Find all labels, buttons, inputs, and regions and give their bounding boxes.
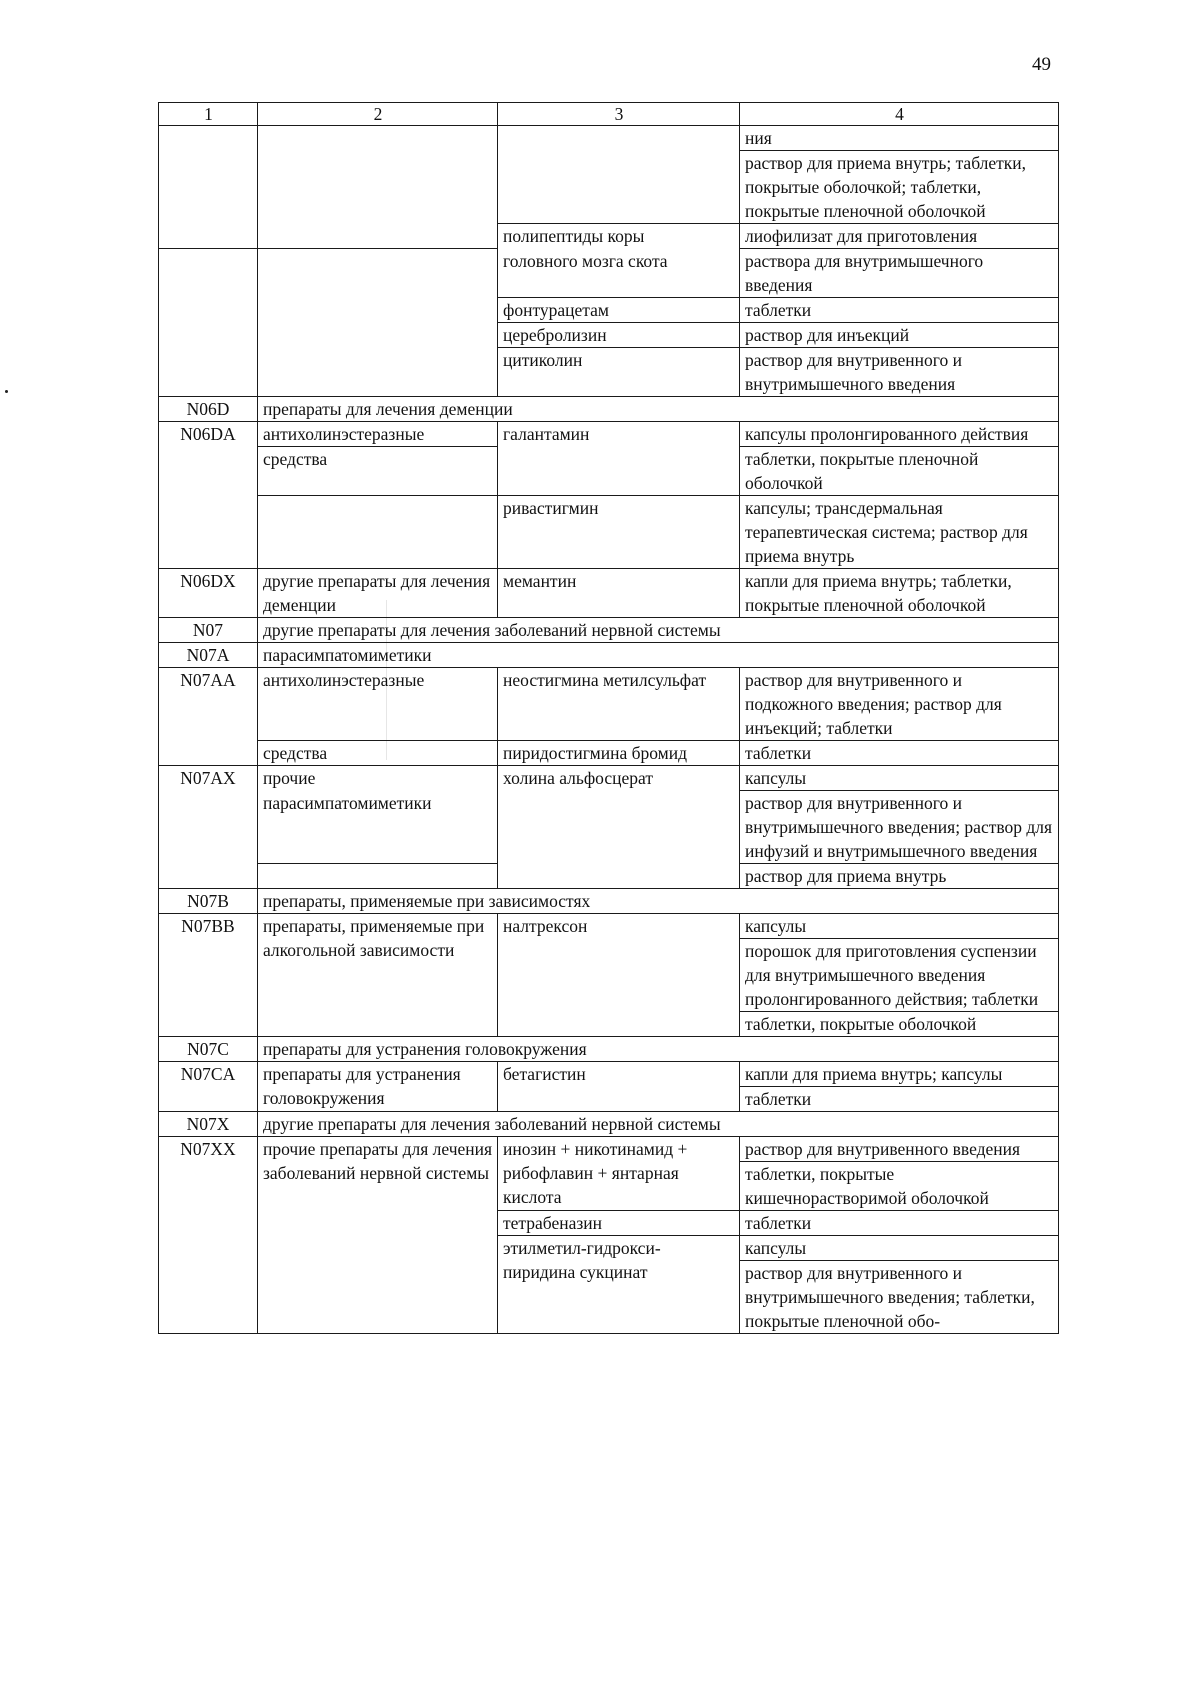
group-name-cell: средства (258, 741, 498, 766)
drug-name-cell: галантамин (498, 422, 740, 496)
dosage-form-cell: раствор для внутривенного и внутримышечного введения; раствор для инфузий и внутримышечного введения (740, 791, 1059, 864)
drug-name-cell: церебролизин (498, 323, 740, 348)
dosage-form-cell: раствор для внутривенного и внутримышечного введения (740, 348, 1059, 397)
group-name-cell: препараты, применяемые при алкогольной зависимости (258, 914, 498, 1037)
dosage-form-cell: таблетки, покрытые пленочной оболочкой (740, 447, 1059, 496)
group-name-cell: антихолинэстеразные (258, 668, 498, 741)
atc-code-cell: N07AA (159, 668, 258, 766)
dosage-form-cell: раствор для инъекций (740, 323, 1059, 348)
atc-code-cell: N07B (159, 889, 258, 914)
group-name-cell: другие препараты для лечения заболеваний нервной системы (258, 1112, 1059, 1137)
group-name-cell (258, 126, 498, 249)
dosage-form-cell: таблетки (740, 1087, 1059, 1112)
drug-name-cell: холина альфосцерат (498, 766, 740, 889)
dosage-form-cell: капсулы пролонгированного действия (740, 422, 1059, 447)
header-col-1: 1 (159, 103, 258, 126)
dosage-form-cell: раствор для приема внутрь; таблетки, покрытые оболочкой; таблетки, покрытые пленочной оболочкой (740, 151, 1059, 224)
atc-code-cell: N07C (159, 1037, 258, 1062)
group-name-cell (258, 249, 498, 397)
table-row (159, 1062, 1059, 1087)
dosage-form-cell: раствора для внутримышечного введения (740, 249, 1059, 298)
drug-name-cell: цитиколин (498, 348, 740, 397)
table-row (159, 741, 1059, 766)
drug-name-cell: бетагистин (498, 1062, 740, 1112)
dosage-form-cell: таблетки (740, 1211, 1059, 1236)
header-col-3: 3 (498, 103, 740, 126)
header-col-4: 4 (740, 103, 1059, 126)
table-row (159, 569, 1059, 618)
group-name-cell: препараты для лечения деменции (258, 397, 1059, 422)
dosage-form-cell: капли для приема внутрь; таблетки, покрытые пленочной оболочкой (740, 569, 1059, 618)
dosage-form-cell: капсулы (740, 914, 1059, 939)
group-name-cell: другие препараты для лечения заболеваний нервной системы (258, 618, 1059, 643)
table-row (159, 126, 1059, 151)
scan-artifact-dot (5, 390, 8, 393)
atc-code-cell: N07BB (159, 914, 258, 1037)
drug-name-cell: неостигмина метилсульфат (498, 668, 740, 741)
group-name-cell: прочие (258, 766, 498, 791)
atc-code-cell (159, 249, 258, 397)
drug-name-cell: головного мозга скота (498, 249, 740, 298)
dosage-form-cell: раствор для внутривенного введения (740, 1137, 1059, 1162)
dosage-form-cell: порошок для приготовления суспензии для внутримышечного введения пролонгированного действия; таблетки (740, 939, 1059, 1012)
group-name-cell: парасимпатомиметики (258, 643, 1059, 668)
table-row (159, 249, 1059, 298)
atc-code-cell: N07CA (159, 1062, 258, 1112)
group-name-cell: парасимпатомиметики (258, 791, 498, 864)
drug-name-cell: мемантин (498, 569, 740, 618)
drug-name-cell: налтрексон (498, 914, 740, 1037)
drug-name-cell: пиридостигмина бромид (498, 741, 740, 766)
atc-code-cell: N07AX (159, 766, 258, 889)
table-row (159, 422, 1059, 447)
drug-name-cell: инозин + никотинамид + рибофлавин + янтарная кислота (498, 1137, 740, 1211)
dosage-form-cell: капли для приема внутрь; капсулы (740, 1062, 1059, 1087)
header-col-2: 2 (258, 103, 498, 126)
group-name-cell: антихолинэстеразные (258, 422, 498, 447)
dosage-form-cell: капсулы; трансдермальная терапевтическая система; раствор для приема внутрь (740, 496, 1059, 569)
drug-name-cell: ривастигмин (498, 496, 740, 569)
atc-code-cell: N07XX (159, 1137, 258, 1334)
group-name-cell (258, 864, 498, 889)
dosage-form-cell: раствор для приема внутрь (740, 864, 1059, 889)
table-row (159, 496, 1059, 569)
dosage-form-cell: лиофилизат для приготовления (740, 224, 1059, 249)
dosage-form-cell: капсулы (740, 766, 1059, 791)
group-name-cell: другие препараты для лечения деменции (258, 569, 498, 618)
group-name-cell: средства (258, 447, 498, 496)
dosage-form-cell: раствор для внутривенного и внутримышечного введения; таблетки, покрытые пленочной обо- (740, 1261, 1059, 1334)
table-row (159, 1037, 1059, 1062)
page-number: 49 (1032, 54, 1051, 75)
group-name-cell: препараты для устранения головокружения (258, 1037, 1059, 1062)
group-name-cell: препараты, применяемые при зависимостях (258, 889, 1059, 914)
drug-name-cell: фонтурацетам (498, 298, 740, 323)
drug-name-cell: полипептиды коры (498, 224, 740, 249)
table-row (159, 397, 1059, 422)
dosage-form-cell: таблетки, покрытые оболочкой (740, 1012, 1059, 1037)
table-row (159, 643, 1059, 668)
drug-name-cell: этилметил-гидрокси- пиридина сукцинат (498, 1236, 740, 1334)
table-row (159, 1137, 1059, 1162)
drug-classification-table-container (158, 102, 1058, 1334)
group-name-cell (258, 496, 498, 569)
table-row (159, 914, 1059, 939)
atc-code-cell: N07 (159, 618, 258, 643)
dosage-form-cell: таблетки, покрытые кишечнорастворимой оболочкой (740, 1162, 1059, 1211)
atc-code-cell: N07A (159, 643, 258, 668)
drug-name-cell (498, 126, 740, 224)
dosage-form-cell: таблетки (740, 298, 1059, 323)
table-row (159, 668, 1059, 741)
drug-classification-table (158, 102, 1059, 1334)
atc-code-cell: N06DA (159, 422, 258, 569)
dosage-form-cell: ния (740, 126, 1059, 151)
dosage-form-cell: таблетки (740, 741, 1059, 766)
dosage-form-cell: капсулы (740, 1236, 1059, 1261)
table-row (159, 1112, 1059, 1137)
group-name-cell: препараты для устранения головокружения (258, 1062, 498, 1112)
dosage-form-cell: раствор для внутривенного и подкожного введения; раствор для инъекций; таблетки (740, 668, 1059, 741)
group-name-cell: прочие препараты для лечения заболеваний нервной системы (258, 1137, 498, 1334)
table-header-row (159, 103, 1059, 126)
table-row (159, 618, 1059, 643)
atc-code-cell: N06DX (159, 569, 258, 618)
table-row (159, 889, 1059, 914)
atc-code-cell: N06D (159, 397, 258, 422)
atc-code-cell: N07X (159, 1112, 258, 1137)
table-row (159, 766, 1059, 791)
drug-name-cell: тетрабеназин (498, 1211, 740, 1236)
atc-code-cell (159, 126, 258, 249)
